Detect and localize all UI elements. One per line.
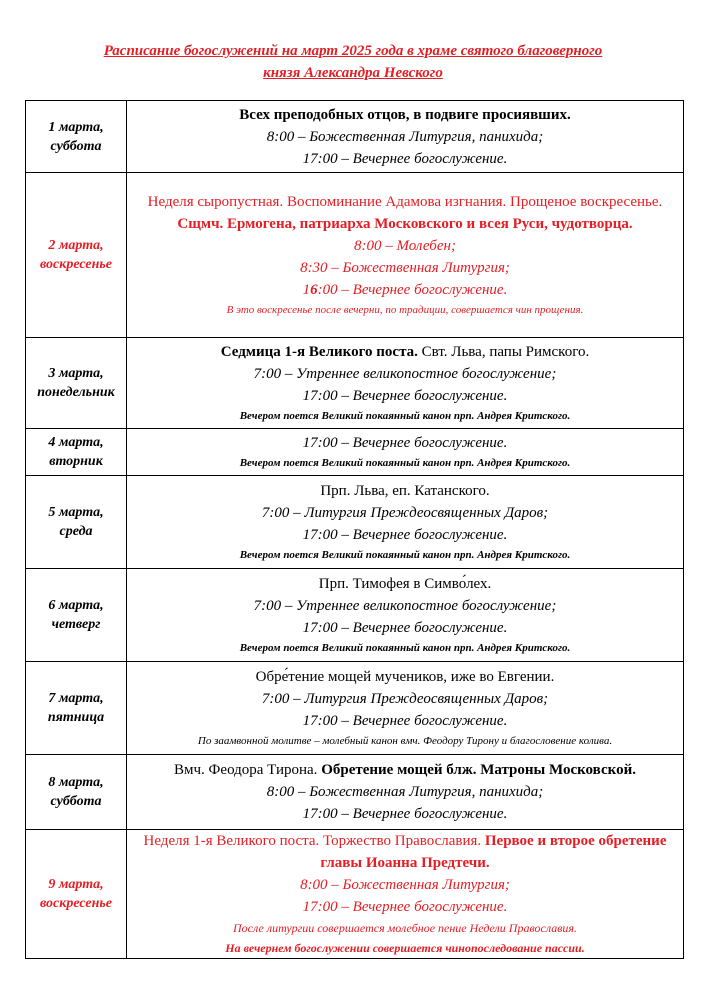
date-cell — [26, 101, 127, 173]
service-time — [127, 279, 683, 301]
feast-title — [127, 759, 683, 781]
service-time: 17:00 – Вечернее богослужение. — [302, 806, 508, 822]
feast-title-plain: Неделя сыропустная. Воспоминание Адамова изгнания. Прощеное воскресенье. — [147, 194, 663, 210]
date-day: 7 марта, — [48, 691, 104, 706]
service-time: 17:00 – Вечернее богослужение. — [302, 388, 508, 404]
service-note: После литургии совершается молебное пение Недели Православия. — [232, 921, 577, 935]
service-time: 7:00 – Литургия Преждеосвященных Даров; — [261, 505, 549, 521]
service-time: 8:00 – Божественная Литургия, панихида; — [266, 784, 544, 800]
date-weekday: суббота — [50, 794, 102, 809]
date-day: 1 марта, — [48, 119, 104, 135]
date-day: 8 марта, — [48, 775, 104, 790]
service-cell — [127, 429, 684, 476]
service-cell — [127, 830, 684, 959]
service-cell — [127, 662, 684, 755]
page-title — [0, 40, 706, 84]
date-cell — [26, 173, 127, 338]
date-cell — [26, 755, 127, 830]
title-line-2: князя Александра Невского — [263, 65, 443, 81]
service-cell — [127, 755, 684, 830]
service-note: По заамвонной молитве – молебный канон вмч. Феодору Тирону и благословение колива. — [197, 735, 613, 747]
date-weekday: понедельник — [37, 385, 115, 400]
date-weekday: среда — [59, 524, 93, 539]
service-cell — [127, 173, 684, 338]
feast-title-bold: Седмица 1-я Великого поста. — [220, 344, 418, 360]
date-weekday: воскресенье — [39, 896, 113, 911]
date-day: 5 марта, — [48, 505, 104, 520]
service-time: 17:00 – Вечернее богослужение. — [302, 435, 508, 451]
service-time: 7:00 – Утреннее великопостное богослужение; — [253, 598, 557, 614]
date-cell — [26, 476, 127, 569]
service-cell — [127, 569, 684, 662]
service-cell — [127, 476, 684, 569]
date-weekday: суббота — [50, 138, 102, 154]
feast-title-plain: Свт. Льва, папы Римского. — [417, 344, 590, 360]
date-day: 4 марта, — [48, 435, 104, 450]
schedule-table — [25, 100, 684, 959]
date-cell — [26, 830, 127, 959]
service-note: На вечернем богослужении совершается чинопоследование пассии. — [225, 941, 585, 955]
feast-title: Прп. Льва, еп. Катанского. — [320, 483, 490, 499]
date-cell — [26, 569, 127, 662]
service-cell — [127, 338, 684, 429]
feast-title: Всех преподобных отцов, в подвиге просиявших. — [239, 106, 571, 123]
service-time: 8:00 – Божественная Литургия; — [300, 877, 510, 893]
table-row — [26, 755, 684, 830]
time-part: :00 – Вечернее богослужение. — [317, 282, 508, 298]
date-cell — [26, 338, 127, 429]
table-row — [26, 101, 684, 173]
service-cell — [127, 101, 684, 173]
service-time: 7:00 – Утреннее великопостное богослужение; — [253, 366, 557, 382]
service-time: 17:00 – Вечернее богослужение. — [302, 527, 508, 543]
feast-title — [127, 830, 683, 874]
feast-title-bold: Сщмч. Ермогена, патриарха Московского и всея Руси, чудотворца. — [177, 216, 633, 232]
service-time: 8:00 – Молебен; — [354, 238, 456, 254]
table-row — [26, 338, 684, 429]
table-row — [26, 830, 684, 959]
feast-title — [127, 191, 683, 235]
service-note: Вечером поется Великий покаянный канон прп. Андрея Критского. — [239, 642, 571, 654]
table-row — [26, 429, 684, 476]
table-row — [26, 173, 684, 338]
service-time: 17:00 – Вечернее богослужение. — [302, 713, 508, 729]
table-row — [26, 662, 684, 755]
feast-title-bold: Первое и второе обретение главы Иоанна Предтечи. — [320, 833, 667, 871]
feast-title — [127, 341, 683, 363]
date-cell — [26, 429, 127, 476]
service-time: 17:00 – Вечернее богослужение. — [302, 620, 508, 636]
service-note: Вечером поется Великий покаянный канон прп. Андрея Критского. — [239, 457, 571, 469]
service-time: 8:30 – Божественная Литургия; — [300, 260, 510, 276]
date-day: 9 марта, — [48, 877, 104, 892]
service-note: Вечером поется Великий покаянный канон прп. Андрея Критского. — [239, 549, 571, 561]
title-line-1: Расписание богослужений на март 2025 года в храме святого благоверного — [103, 43, 603, 59]
table-row — [26, 476, 684, 569]
date-weekday: воскресенье — [39, 257, 113, 272]
feast-title: Прп. Тимофея в Симво́лех. — [318, 576, 492, 592]
feast-title: Обре́тение мощей мучеников, иже во Евгении. — [255, 669, 555, 685]
service-time: 7:00 – Литургия Преждеосвященных Даров; — [261, 691, 549, 707]
date-weekday: пятница — [47, 710, 105, 725]
date-day: 3 марта, — [48, 366, 104, 381]
table-row — [26, 569, 684, 662]
date-weekday: вторник — [49, 454, 103, 469]
service-note: Вечером поется Великий покаянный канон прп. Андрея Критского. — [239, 410, 571, 422]
service-time: 17:00 – Вечернее богослужение. — [302, 899, 508, 915]
feast-title-plain: Неделя 1-я Великого поста. Торжество Православия. — [143, 833, 485, 849]
date-day: 2 марта, — [48, 238, 104, 253]
service-note: В это воскресенье после вечерни, по традиции, совершается чин прощения. — [226, 304, 584, 316]
service-time: 8:00 – Божественная Литургия, панихида; — [266, 128, 544, 145]
service-time: 17:00 – Вечернее богослужение. — [302, 150, 508, 167]
time-part: 1 — [302, 282, 311, 298]
time-part-bold: 6 — [310, 282, 318, 298]
date-weekday: четверг — [51, 617, 101, 632]
date-day: 6 марта, — [48, 598, 104, 613]
feast-title-bold: Обретение мощей блж. Матроны Московской. — [321, 762, 636, 778]
feast-title-plain: Вмч. Феодора Тирона. — [174, 762, 322, 778]
date-cell — [26, 662, 127, 755]
